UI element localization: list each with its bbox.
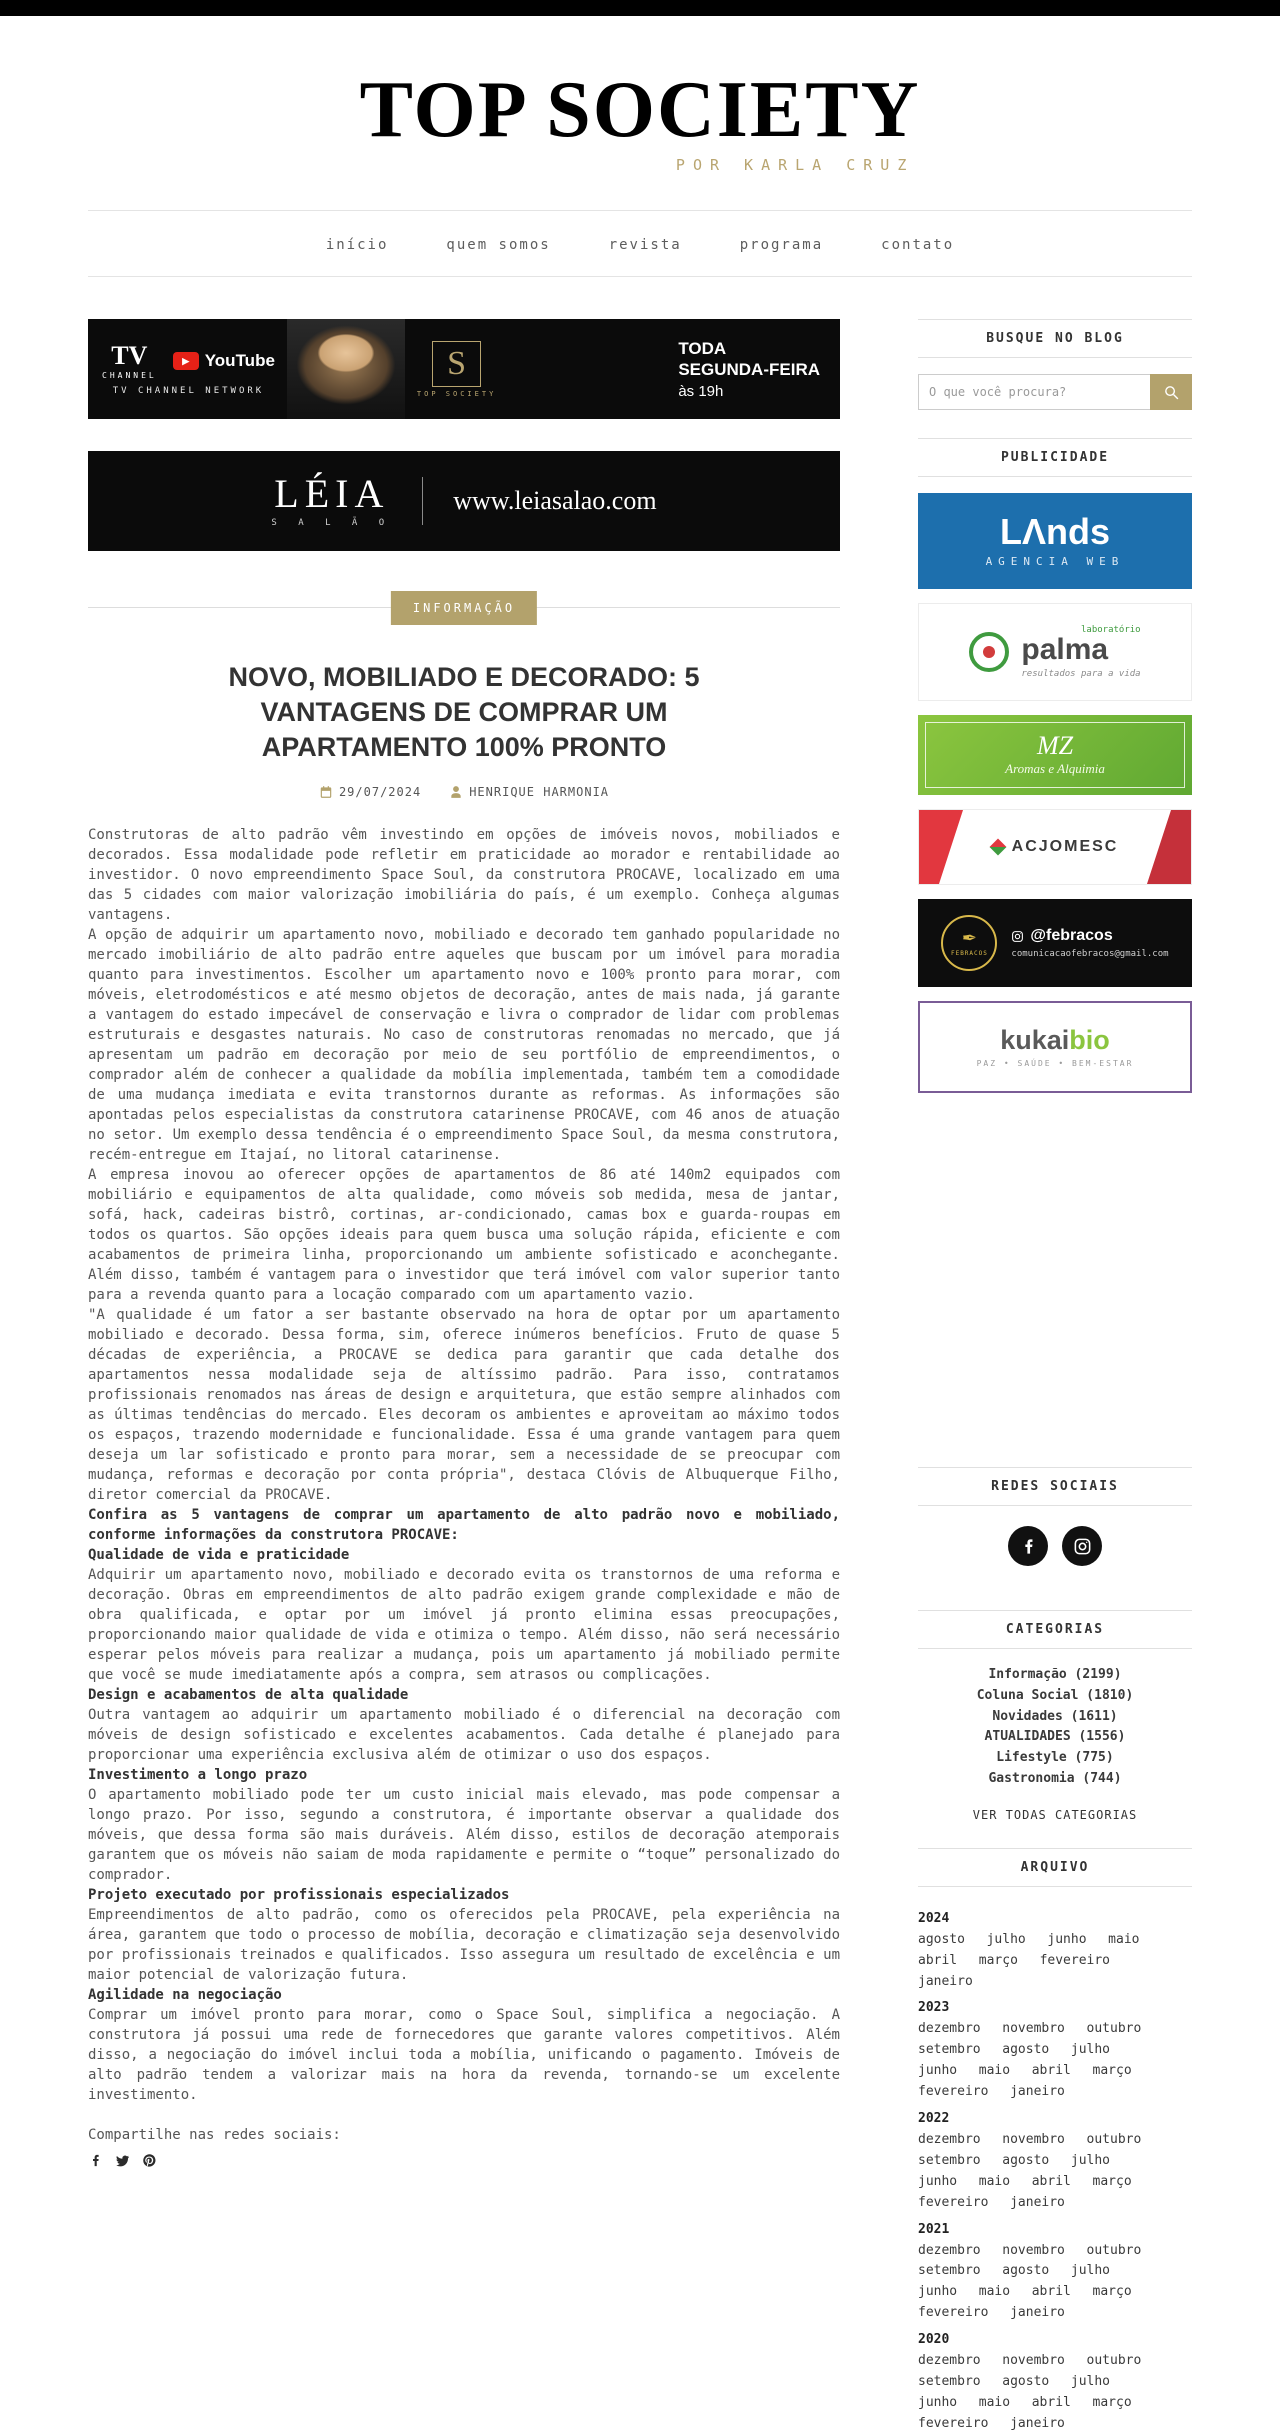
archive-months <box>918 2017 1163 2101</box>
site-header <box>0 16 1280 210</box>
acjomesc-stripe-right <box>1147 810 1192 884</box>
archive-year-block <box>918 2332 1192 2433</box>
archive-year-block <box>918 1911 1192 1991</box>
categories-section <box>918 1610 1192 1822</box>
archive-month-link[interactable]: maio <box>978 2394 1011 2410</box>
archive-month-link[interactable]: novembro <box>1002 2242 1065 2258</box>
palma-label: laboratório <box>1081 625 1141 635</box>
article-block: Comprar um imóvel pronto para morar, como o Space Soul, simplifica a negociação. A construtora já possui uma rede de fornecedores que garante valores competitivos. Além disso, a negociação do imóvel inclui toda a mobília, unificando o pagamento. Imóveis de alto padrão tendem a valorizar mais na hora da revenda, tornando-se um excelente investimento. <box>88 2007 840 2104</box>
archive-month-link[interactable]: abril <box>1031 2284 1071 2300</box>
archive-month-link[interactable]: agosto <box>1002 2042 1050 2058</box>
archive-month-link[interactable]: dezembro <box>918 2021 981 2037</box>
palma-tagline: resultados para a vida <box>1021 669 1141 679</box>
main-nav-bar <box>88 210 1192 277</box>
presenter-photo <box>287 319 405 419</box>
s-brand-label: TOP SOCIETY <box>416 389 497 398</box>
post-body <box>88 825 840 2105</box>
quill-icon: ✒ <box>961 927 977 949</box>
archive-month-link[interactable]: janeiro <box>1010 2415 1065 2431</box>
archive-month-link[interactable]: setembro <box>918 2374 981 2390</box>
archive-months <box>918 1928 1163 1991</box>
article-block: Agilidade na negociação <box>88 1987 282 2004</box>
article-block: Projeto executado por profissionais especializados <box>88 1887 510 1904</box>
category-link[interactable] <box>918 1707 1192 1728</box>
palma-logo-dot <box>983 646 995 658</box>
youtube-play-icon: ▶ <box>173 352 199 370</box>
febracos-emblem-label: FEBRACOS <box>950 949 988 957</box>
category-divider <box>88 601 840 615</box>
archive-year-block <box>918 2000 1192 2101</box>
category-label: Novidades <box>992 1708 1063 1724</box>
archive-month-link[interactable]: dezembro <box>918 2132 981 2148</box>
archive-month-link[interactable]: agosto <box>1002 2374 1050 2390</box>
site-title: TOP SOCIETY <box>359 66 921 154</box>
archive-month-link[interactable]: novembro <box>1002 2132 1065 2148</box>
page-container <box>88 319 1192 2433</box>
search-input[interactable] <box>918 374 1150 410</box>
palma-name: palma <box>1021 633 1109 666</box>
archive-month-link[interactable]: julho <box>986 1931 1026 1947</box>
post-date <box>319 785 421 799</box>
mz-frame <box>925 722 1185 788</box>
archive-month-link[interactable]: novembro <box>1002 2353 1065 2369</box>
archive-month-link[interactable]: abril <box>1031 2063 1071 2079</box>
site-logo[interactable] <box>360 68 921 174</box>
archive-month-link[interactable]: setembro <box>918 2263 981 2279</box>
archive-month-link[interactable]: janeiro <box>1010 2194 1065 2210</box>
archive-month-link[interactable]: março <box>978 1952 1018 1968</box>
archive-month-link[interactable]: maio <box>978 2284 1011 2300</box>
leia-brand-sub: S A L Ã O <box>271 518 393 528</box>
nav-list <box>88 211 1192 276</box>
archive-month-link[interactable]: agosto <box>1002 2263 1050 2279</box>
view-all-categories-link[interactable]: VER TODAS CATEGORIAS <box>972 1807 1138 1822</box>
category-badge[interactable]: INFORMAÇÃO <box>391 591 537 625</box>
search-section-title: BUSQUE NO BLOG <box>918 319 1192 358</box>
nav-link[interactable]: contato <box>881 237 955 253</box>
tv-channel-logo <box>102 340 157 380</box>
nav-link[interactable]: programa <box>739 237 824 253</box>
leia-divider <box>422 477 423 525</box>
share-twitter-icon[interactable] <box>115 2153 130 2172</box>
ads-column <box>918 493 1192 1093</box>
archive-month-link[interactable]: fevereiro <box>918 2415 989 2431</box>
archive-year-block <box>918 2222 1192 2323</box>
archive-section <box>918 1848 1192 2433</box>
archive-months <box>918 2349 1163 2433</box>
ad-febracos-banner[interactable] <box>918 899 1192 987</box>
leia-logo <box>271 471 393 528</box>
article-block: Qualidade de vida e praticidade <box>88 1547 350 1564</box>
category-count: ( 775 ) <box>1067 1750 1114 1765</box>
febracos-handle-text: @febracos <box>1030 927 1113 944</box>
tv-schedule <box>678 338 826 401</box>
archive-month-link[interactable]: setembro <box>918 2042 981 2058</box>
ad-kukaibio-banner[interactable] <box>918 1001 1192 1093</box>
archive-month-link[interactable]: junho <box>918 2173 958 2189</box>
archive-section-title: ARQUIVO <box>918 1848 1192 1887</box>
archive-month-link[interactable]: maio <box>978 2063 1011 2079</box>
category-count: ( 2199 ) <box>1067 1667 1122 1682</box>
category-link[interactable] <box>918 1769 1192 1790</box>
mz-monogram: MZ <box>1036 731 1074 760</box>
archive-month-link[interactable]: novembro <box>1002 2021 1065 2037</box>
archive-month-link[interactable]: dezembro <box>918 2353 981 2369</box>
share-facebook-icon[interactable] <box>88 2153 103 2172</box>
article-block: Outra vantagem ao adquirir um apartamento mobiliado é o diferencial na decoração com móveis de design sofisticado e excelentes acabamentos. Cada detalhe é planejado para proporcionar uma experiência exclusiva além de otimizar o uso dos espaços. <box>88 1707 840 1764</box>
archive-month-link[interactable]: agosto <box>1002 2152 1050 2168</box>
article-block: Design e acabamentos de alta qualidade <box>88 1687 409 1704</box>
top-black-bar <box>0 0 1280 16</box>
category-count: ( 1556 ) <box>1071 1729 1126 1744</box>
archive-month-link[interactable]: julho <box>1070 2374 1111 2390</box>
archive-year: 2024 <box>918 1910 950 1926</box>
archive-month-link[interactable]: outubro <box>1086 2353 1142 2369</box>
archive-month-link[interactable]: janeiro <box>1010 2084 1065 2100</box>
archive-month-link[interactable]: junho <box>1047 1931 1087 1947</box>
archive-month-link[interactable]: fevereiro <box>918 2194 989 2210</box>
category-label: Gastronomia <box>988 1770 1075 1786</box>
febracos-text <box>1011 927 1168 959</box>
ads-section-title: PUBLICIDADE <box>918 438 1192 477</box>
facebook-icon[interactable] <box>1008 1526 1048 1566</box>
leia-url: www.leiasalao.com <box>453 486 657 515</box>
leia-brand: LÉIA <box>274 471 390 516</box>
category-link[interactable] <box>918 1665 1192 1686</box>
archive-year: 2020 <box>918 2332 950 2348</box>
acjomesc-logo-icon <box>989 839 1006 856</box>
palma-text <box>1021 625 1140 679</box>
main-content <box>88 319 840 2202</box>
article-block: Confira as 5 vantagens de comprar um apartamento de alto padrão novo e mobiliado, conforme informações da construtora PROCAVE: <box>88 1507 840 1544</box>
archive-month-link[interactable]: janeiro <box>918 1973 973 1989</box>
archive-month-link[interactable]: julho <box>1070 2042 1111 2058</box>
lands-tagline: AGENCIA WEB <box>985 555 1125 568</box>
archive-months <box>918 2239 1163 2323</box>
archive-years <box>918 1887 1192 2433</box>
acjomesc-name: ACJOMESC <box>1011 838 1119 855</box>
article-block: Investimento a longo prazo <box>88 1767 308 1784</box>
archive-month-link[interactable]: março <box>1092 2394 1132 2410</box>
article-block: O apartamento mobiliado pode ter um custo inicial mais elevado, mas pode compensar a longo prazo. Por isso, segundo a construtora, é importante observar a qualidade dos móveis, que dessa forma são mais duráveis. Além disso, estilos de decoração atemporais garantem que os móveis não saiam de moda rapidamente e permite o “toque” personalizado do comprador. <box>88 1787 840 1884</box>
acjomesc-center <box>992 838 1119 856</box>
archive-month-link[interactable]: março <box>1092 2173 1132 2189</box>
tv-network-label: TV CHANNEL NETWORK <box>112 385 265 396</box>
instagram-icon <box>1011 930 1024 943</box>
youtube-label: YouTube <box>204 351 275 370</box>
nav-link[interactable]: revista <box>608 237 682 253</box>
archive-month-link[interactable]: julho <box>1070 2152 1111 2168</box>
archive-month-link[interactable]: fevereiro <box>1039 1952 1111 1968</box>
category-label: Coluna Social <box>976 1687 1079 1703</box>
article-block: Adquirir um apartamento novo, mobiliado e decorado evita os transtornos de uma reforma e decoração. Obras em empreendimentos de alto padrão exigem grande complexidade e mão de obra qualificada, e optar por um imóvel já pronto elimina essas preocupações, proporcionando maior qualidade de vida e otimiza o tempo. Além disso, não será necessário esperar pelos móveis para realizar a mudança, pois um apartamento já mobiliado permite que você se mude imediatamente após a compra, sem atrasos ou complicações. <box>88 1567 840 1684</box>
archive-month-link[interactable]: agosto <box>918 1931 965 1947</box>
febracos-email: comunicacaofebracos@gmail.com <box>1011 949 1169 959</box>
category-count: ( 744 ) <box>1075 1771 1122 1786</box>
archive-month-link[interactable]: julho <box>1070 2263 1111 2279</box>
search-button[interactable] <box>1150 374 1192 410</box>
kukai-bio-suffix: bio <box>1069 1024 1110 1055</box>
kukai-name: kukai <box>1000 1024 1070 1055</box>
calendar-icon <box>319 785 333 799</box>
febracos-handle <box>1011 927 1168 945</box>
mz-tagline: Aromas e Alquimia <box>1005 761 1105 776</box>
post-author <box>449 785 609 799</box>
archive-year: 2023 <box>918 2000 950 2016</box>
instagram-icon[interactable] <box>1062 1526 1102 1566</box>
archive-month-link[interactable]: junho <box>918 2063 958 2079</box>
leia-salao-banner[interactable] <box>88 451 840 551</box>
schedule-line1: TODA <box>678 338 727 358</box>
archive-month-link[interactable]: maio <box>1108 1931 1140 1947</box>
schedule-line2: SEGUNDA-FEIRA <box>678 360 820 379</box>
article-block: Construtoras de alto padrão vêm investindo em opções de imóveis novos, mobiliados e decorados. Essa modalidade pode refletir em praticidade ao morador e rentabilidade ao investidor. O novo empreendimento Space Soul, da construtora PROCAVE, localizado em uma das 5 cidades com maior valorização imobiliária do país, é um exemplo. Conheça algumas vantagens. <box>88 827 840 924</box>
archive-month-link[interactable]: dezembro <box>918 2242 981 2258</box>
acjomesc-stripe-left <box>918 810 963 884</box>
febracos-emblem-icon <box>941 915 997 971</box>
tv-logo-subtext: CHANNEL <box>102 370 157 380</box>
search-icon <box>1163 384 1180 401</box>
nav-link[interactable]: quem somos <box>446 237 551 253</box>
article-block: A empresa inovou ao oferecer opções de apartamentos de 86 até 140m2 equipados com mobiliário e equipamentos de alta qualidade, como móveis sob medida, mesa de jantar, sofá, hack, cadeiras bistrô, cortinas, ar-condicionado, camas box e guarda-roupas em todos os quartos. São opções ideais para quem busca uma solução rápida, eficiente e com acabamentos de primeira linha, proporcionando um ambiente sofisticado e aconchegante. Além disso, também é vantagem para o investidor que terá imóvel com valor superior tanto para a revenda quanto para a locação comparado com um apartamento vazio. <box>88 1167 840 1304</box>
schedule-line3: às 19h <box>678 383 724 401</box>
sidebar-spacer <box>918 1107 1192 1467</box>
archive-month-link[interactable]: outubro <box>1086 2132 1142 2148</box>
ad-mz-banner[interactable] <box>918 715 1192 795</box>
category-count: ( 1611 ) <box>1063 1709 1118 1724</box>
archive-month-link[interactable]: abril <box>1031 2173 1071 2189</box>
tv-banner-left <box>102 340 275 396</box>
top-society-s-logo <box>417 341 496 398</box>
main-nav <box>88 211 1192 276</box>
post-meta <box>88 785 840 799</box>
archive-month-link[interactable]: outubro <box>1086 2242 1142 2258</box>
archive-month-link[interactable]: junho <box>918 2284 958 2300</box>
tv-channel-banner[interactable] <box>88 319 840 419</box>
archive-month-link[interactable]: maio <box>978 2173 1011 2189</box>
archive-month-link[interactable]: março <box>1092 2063 1132 2079</box>
post-date-text: 29/07/2024 <box>338 785 422 800</box>
archive-months <box>918 2128 1163 2212</box>
kukai-tagline: PAZ • SAÚDE • BEM-ESTAR <box>976 1058 1134 1068</box>
category-label: ATUALIDADES <box>984 1729 1071 1745</box>
share-pinterest-icon[interactable] <box>142 2153 157 2172</box>
article-block: Empreendimentos de alto padrão, como os oferecidos pela PROCAVE, pela experiência na área, garantem que todo o processo de mobília, decoração e climatização seja desenvolvido por profissionais treinados e qualificados. Isso assegura um resultado de excelência e um maior potencial de valorização futura. <box>88 1907 840 1984</box>
post-author-text: HENRIQUE HARMONIA <box>469 785 610 800</box>
archive-month-link[interactable]: janeiro <box>1010 2305 1065 2321</box>
article-block: A opção de adquirir um apartamento novo, mobiliado e decorado tem ganhado popularidade no mercado imobiliário de alto padrão entre aqueles que buscam por um imóvel para moradia quanto para investimentos. Escolher um apartamento novo e 100% pronto para morar, com móveis, eletrodomésticos e até mesmo objetos de decoração, antes de mais nada, já garante a vantagem do estado impecável de conservação e livra o comprador de lidar com problemas estruturais e desgastes naturais. No caso de construtoras renomadas no mercado, que já apresentam um padrão em decoração por meio de seu portfólio de empreendimentos, o comprador além de conhecer a qualidade da mobília implementada, também tem a comodidade de uma mudança imediata e evita transtornos durante as reformas. As informações são apontadas pelos especialistas da construtora catarinense PROCAVE, com 46 anos de atuação no setor. Um exemplo dessa tendência é o empreendimento Space Soul, da mesma construtora, recém-entregue em Itajaí, no litoral catarinense. <box>88 927 840 1164</box>
archive-month-link[interactable]: março <box>1092 2284 1132 2300</box>
ad-lands-banner[interactable] <box>918 493 1192 589</box>
archive-month-link[interactable]: junho <box>918 2394 958 2410</box>
youtube-logo <box>173 351 275 371</box>
archive-year: 2021 <box>918 2221 950 2237</box>
tv-logo-text: TV <box>111 340 148 370</box>
archive-month-link[interactable]: fevereiro <box>918 2084 989 2100</box>
social-icons-row <box>918 1506 1192 1592</box>
archive-month-link[interactable]: outubro <box>1086 2021 1142 2037</box>
ad-palma-banner[interactable] <box>918 603 1192 701</box>
article-block: "A qualidade é um fator a ser bastante observado na hora de optar por um apartamento mobiliado e decorado. Dessa forma, sim, oferece inúmeros benefícios. Fruto de quase 5 décadas de experiência, a PROCAVE se dedica para garantir que cada detalhe dos apartamentos nessa modalidade seja de altíssimo padrão. Para isso, contratamos profissionais renomados nas áreas de design e arquitetura, que estão sempre alinhados com as últimas tendências do mercado. Eles decoram os ambientes e aproveitam ao máximo todos os espaços, trazendo modernidade e funcionalidade. Essa é uma grande vantagem para quem deseja um lar sofisticado e pronto para morar, sem a necessidade de se preocupar com mudança, reformas e decoração por conta própria", destaca Clóvis de Albuquerque Filho, diretor comercial da PROCAVE. <box>88 1307 840 1504</box>
category-label: Informação <box>988 1667 1067 1682</box>
archive-month-link[interactable]: abril <box>918 1952 958 1968</box>
search-box <box>918 374 1192 410</box>
categories-section-title: CATEGORIAS <box>918 1610 1192 1649</box>
site-subtitle: POR KARLA CRUZ <box>675 156 915 174</box>
sidebar <box>918 319 1192 2433</box>
archive-month-link[interactable]: fevereiro <box>918 2305 989 2321</box>
nav-link[interactable]: início <box>325 237 389 253</box>
post-title: NOVO, MOBILIADO E DECORADO: 5 VANTAGENS DE COMPRAR UM APARTAMENTO 100% PRONTO <box>228 662 700 763</box>
category-link[interactable] <box>918 1727 1192 1748</box>
category-link[interactable] <box>918 1686 1192 1707</box>
ad-acjomesc-banner[interactable] <box>918 809 1192 885</box>
archive-year: 2022 <box>918 2111 950 2127</box>
archive-month-link[interactable]: setembro <box>918 2152 981 2168</box>
share-icons-row <box>88 2153 840 2202</box>
palma-logo-icon <box>969 632 1009 672</box>
archive-year-block <box>918 2111 1192 2212</box>
category-label: Lifestyle <box>996 1750 1067 1766</box>
user-icon <box>449 785 463 799</box>
social-section-title: REDES SOCIAIS <box>918 1467 1192 1506</box>
kukai-brand <box>1000 1024 1110 1055</box>
lands-logo: LΛnds <box>999 511 1110 552</box>
s-monogram: S <box>432 341 481 387</box>
share-label: Compartilhe nas redes sociais: <box>88 2127 341 2144</box>
category-count: ( 1810 ) <box>1078 1688 1133 1703</box>
archive-month-link[interactable]: abril <box>1031 2394 1071 2410</box>
categories-list <box>918 1649 1192 1794</box>
category-link[interactable] <box>918 1748 1192 1769</box>
